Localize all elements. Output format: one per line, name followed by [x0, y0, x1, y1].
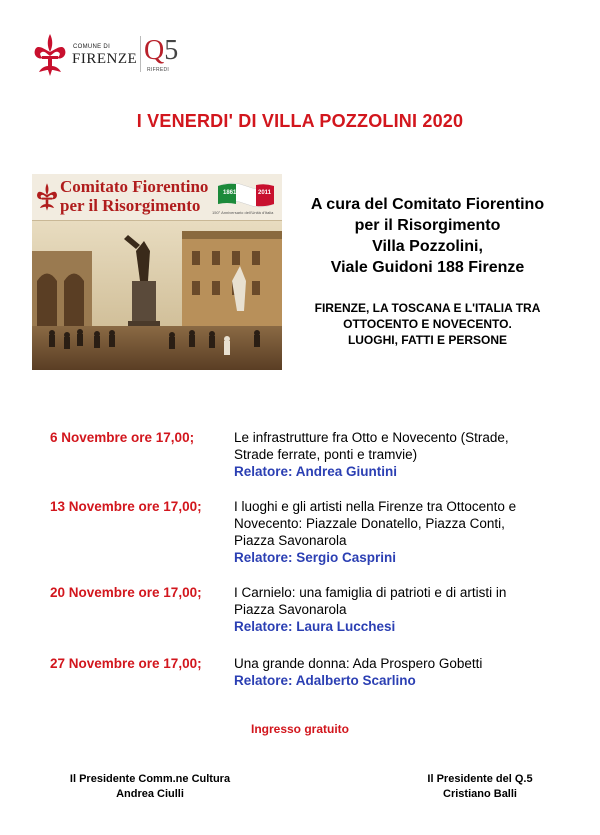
event-desc-line: Una grande donna: Ada Prospero Gobetti: [234, 656, 483, 671]
event-date: 20 Novembre ore 17,00;: [50, 585, 202, 600]
event-speaker: Relatore: Andrea Giuntini: [234, 464, 398, 479]
signature-left-name: Andrea Ciulli: [116, 788, 184, 800]
flag-year-right: 2011: [258, 190, 272, 196]
image-banner: [32, 174, 282, 221]
organizer-line-2: per il Risorgimento: [354, 217, 501, 234]
banner-text: [60, 177, 208, 215]
event-date: 27 Novembre ore 17,00;: [50, 656, 202, 671]
event-description: [234, 584, 574, 635]
organizer-block: [285, 194, 570, 278]
event-description: [234, 429, 574, 480]
q5-logo: [144, 35, 178, 67]
q-letter: Q: [144, 35, 165, 66]
signature-left: [50, 772, 250, 802]
event-desc-line: Novecento: Piazzale Donatello, Piazza Conti,: [234, 516, 505, 531]
italian-flag-icon: [218, 180, 274, 208]
event-desc-line: Strade ferrate, ponti e tramvie): [234, 447, 418, 462]
signature-left-role: Il Presidente Comm.ne Cultura: [69, 773, 231, 785]
flag-year-left: 1861: [223, 190, 237, 196]
event-speaker: Relatore: Sergio Casprini: [234, 550, 397, 565]
free-entry-note: Ingresso gratuito: [250, 722, 349, 736]
event-date: 6 Novembre ore 17,00;: [50, 430, 195, 445]
event-description: [234, 655, 574, 689]
logo-divider: [140, 36, 141, 72]
organizer-line-4: Viale Guidoni 188 Firenze: [330, 259, 525, 276]
banner-line-1: Comitato Fiorentino: [60, 177, 209, 196]
quartiere-name: RIFREDI: [147, 67, 170, 73]
event-image: [32, 174, 282, 370]
event-desc-line: I Carnielo: una famiglia di patrioti e di artisti in: [234, 585, 507, 600]
florence-lily-icon: [33, 32, 67, 78]
event-speaker: Relatore: Laura Lucchesi: [234, 619, 396, 634]
event-description: [234, 498, 574, 566]
signature-right-name: Cristiano Balli: [443, 788, 517, 800]
comune-city-label: FIRENZE: [72, 51, 138, 67]
subject-block: [285, 300, 570, 348]
signature-right-role: Il Presidente del Q.5: [427, 773, 533, 785]
q-number: 5: [164, 35, 179, 66]
subject-line-1: FIRENZE, LA TOSCANA E L'ITALIA TRA: [314, 301, 541, 315]
comune-label-small: COMUNE DI: [73, 44, 111, 50]
event-desc-line: I luoghi e gli artisti nella Firenze tra Ottocento e: [234, 499, 517, 514]
event-speaker: Relatore: Adalberto Scarlino: [234, 673, 416, 688]
lily-small-icon: [36, 182, 58, 212]
header-logos: [33, 32, 203, 78]
event-date: 13 Novembre ore 17,00;: [50, 499, 202, 514]
subject-line-3: LUOGHI, FATTI E PERSONE: [347, 333, 508, 347]
event-desc-line: Le infrastrutture fra Otto e Novecento (Strade,: [234, 430, 509, 445]
piazza-painting: [32, 221, 282, 370]
signature-right: [400, 772, 560, 802]
banner-line-2: per il Risorgimento: [60, 196, 201, 215]
event-desc-line: Piazza Savonarola: [234, 533, 347, 548]
event-desc-line: Piazza Savonarola: [234, 602, 347, 617]
flag-caption: 150° Anniversario dell'Unità d'Italia: [212, 210, 274, 215]
subject-line-2: OTTOCENTO E NOVECENTO.: [343, 317, 512, 331]
organizer-line-1: A cura del Comitato Fiorentino: [310, 196, 545, 213]
organizer-line-3: Villa Pozzolini,: [372, 238, 483, 255]
page-title: I VENERDI' DI VILLA POZZOLINI 2020: [136, 111, 464, 131]
